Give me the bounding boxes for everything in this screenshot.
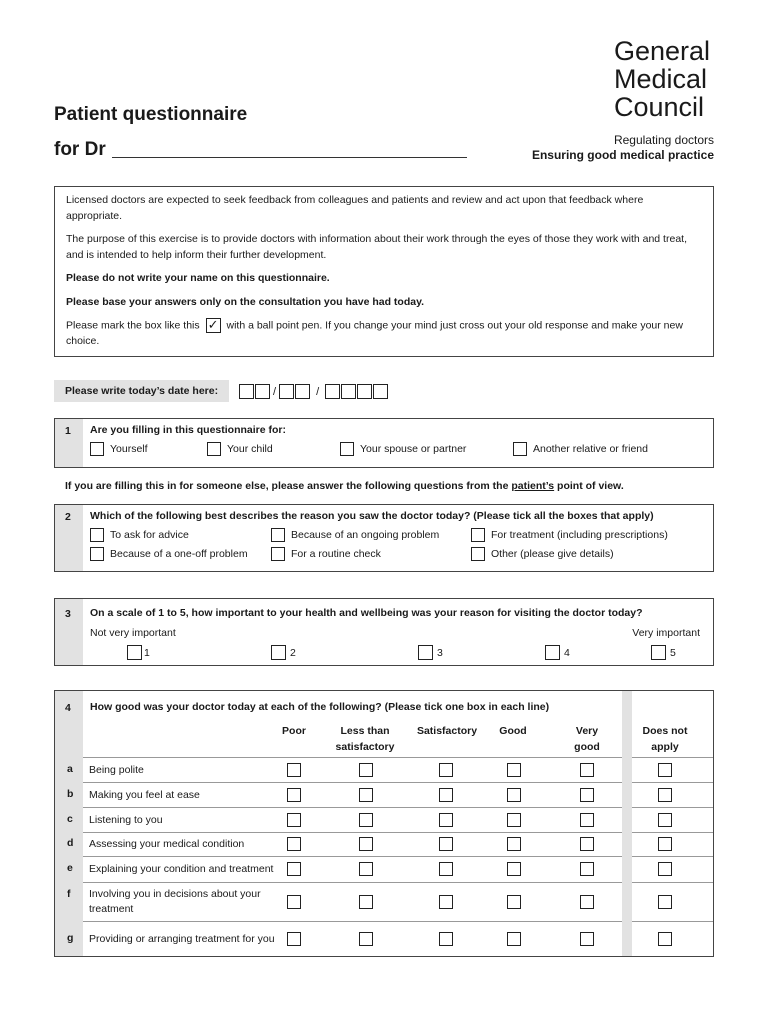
date-year-3[interactable] bbox=[357, 384, 372, 399]
rating-checkbox-5[interactable] bbox=[580, 837, 594, 851]
rating-checkbox-5[interactable] bbox=[580, 788, 594, 802]
rating-checkbox-4[interactable] bbox=[507, 862, 521, 876]
rating-checkbox-6[interactable] bbox=[658, 895, 672, 909]
row-divider bbox=[632, 882, 713, 883]
column-header-does-not-apply: Does not apply bbox=[642, 725, 688, 753]
intro-paragraph-1: Licensed doctors are expected to seek feedback from colleagues and patients and review and act upon that feedback where appropriate. bbox=[66, 194, 644, 222]
logo-line-3: Council bbox=[614, 92, 705, 122]
intro-paragraph-5 bbox=[66, 318, 702, 349]
checkbox[interactable] bbox=[340, 442, 354, 456]
question-4 bbox=[54, 690, 714, 957]
note-text: If you are filling this in for someone else, please answer the following questions from the bbox=[65, 480, 512, 492]
option-spouse[interactable] bbox=[340, 442, 466, 456]
logo-line-2: Medical bbox=[614, 64, 708, 94]
rating-checkbox-2[interactable] bbox=[359, 895, 373, 909]
rating-checkbox-4[interactable] bbox=[507, 813, 521, 827]
scale-option-2[interactable] bbox=[271, 645, 296, 660]
row-letter: b bbox=[67, 787, 74, 800]
rating-checkbox-5[interactable] bbox=[580, 932, 594, 946]
question-number: 1 bbox=[65, 425, 71, 437]
date-day-1[interactable] bbox=[239, 384, 254, 399]
question-text: Are you filling in this questionnaire for: bbox=[90, 424, 287, 436]
checkbox[interactable] bbox=[90, 442, 104, 456]
row-divider bbox=[632, 757, 713, 758]
option-label: For a routine check bbox=[291, 548, 381, 560]
row-divider bbox=[632, 782, 713, 783]
checkbox[interactable] bbox=[418, 645, 433, 660]
question-text: How good was your doctor today at each of the following? (Please tick one box in each line) bbox=[90, 701, 550, 713]
rating-checkbox-5[interactable] bbox=[580, 763, 594, 777]
rating-checkbox-4[interactable] bbox=[507, 932, 521, 946]
scale-option-1[interactable] bbox=[127, 645, 150, 660]
date-year-4[interactable] bbox=[373, 384, 388, 399]
row-letter: d bbox=[67, 837, 74, 849]
rating-checkbox-3[interactable] bbox=[439, 837, 453, 851]
date-month-1[interactable] bbox=[279, 384, 294, 399]
rating-checkbox-5[interactable] bbox=[580, 862, 594, 876]
option-label: Yourself bbox=[110, 443, 148, 455]
column-header-very-good: Very good bbox=[574, 725, 600, 753]
rating-checkbox-5[interactable] bbox=[580, 895, 594, 909]
question-3 bbox=[54, 598, 714, 666]
scale-value: 2 bbox=[290, 646, 296, 659]
rating-checkbox-3[interactable] bbox=[439, 788, 453, 802]
option-label: To ask for advice bbox=[110, 529, 189, 541]
intro-box bbox=[54, 186, 714, 357]
row-label: Making you feel at ease bbox=[89, 788, 200, 801]
rating-checkbox-4[interactable] bbox=[507, 837, 521, 851]
scale-value: 4 bbox=[564, 646, 570, 659]
column-header-satisfactory: Satisfactory bbox=[416, 725, 478, 737]
scale-option-3[interactable] bbox=[418, 645, 443, 660]
tagline-2: Ensuring good medical practice bbox=[531, 148, 714, 162]
scale-high-label: Very important bbox=[632, 627, 700, 639]
date-day-2[interactable] bbox=[255, 384, 270, 399]
row-label: Explaining your condition and treatment bbox=[89, 863, 274, 875]
row-divider bbox=[83, 921, 622, 922]
row-label: Providing or arranging treatment for you bbox=[89, 932, 275, 945]
option-label: Another relative or friend bbox=[533, 443, 648, 455]
checkbox[interactable] bbox=[513, 442, 527, 456]
tagline bbox=[532, 133, 714, 163]
row-divider bbox=[632, 832, 713, 833]
column-separator bbox=[622, 691, 632, 956]
row-divider bbox=[632, 856, 713, 857]
row-divider bbox=[83, 782, 622, 783]
note-text-end: point of view. bbox=[554, 480, 624, 492]
rating-checkbox-1[interactable] bbox=[287, 862, 301, 876]
question-number: 2 bbox=[65, 511, 71, 523]
row-letter: a bbox=[67, 762, 73, 775]
rating-checkbox-6[interactable] bbox=[658, 862, 672, 876]
row-letter: e bbox=[67, 862, 73, 874]
row-divider bbox=[632, 807, 713, 808]
rating-checkbox-6[interactable] bbox=[658, 763, 672, 777]
question-2 bbox=[54, 504, 714, 572]
rating-checkbox-3[interactable] bbox=[439, 895, 453, 909]
option-label: Because of an ongoing problem bbox=[291, 529, 440, 541]
logo-line-1: General bbox=[614, 36, 711, 66]
rating-checkbox-1[interactable] bbox=[287, 837, 301, 851]
column-header-poor: Poor bbox=[282, 725, 306, 737]
row-divider bbox=[83, 856, 622, 857]
date-label: Please write today’s date here: bbox=[54, 380, 229, 402]
perspective-note bbox=[65, 480, 624, 492]
row-label: Listening to you bbox=[89, 813, 163, 826]
date-year-1[interactable] bbox=[325, 384, 340, 399]
date-separator-1: / bbox=[273, 385, 277, 398]
scale-value: 5 bbox=[670, 646, 676, 659]
tagline-1: Regulating doctors bbox=[613, 133, 714, 147]
row-divider bbox=[83, 757, 622, 758]
checkbox[interactable] bbox=[127, 645, 142, 660]
row-label: Involving you in decisions about your treatment bbox=[89, 888, 261, 915]
rating-checkbox-6[interactable] bbox=[658, 932, 672, 946]
option-label: Your child bbox=[227, 443, 273, 455]
option-one-off[interactable] bbox=[90, 547, 248, 561]
note-underlined: patient’s bbox=[511, 480, 555, 492]
row-label: Being polite bbox=[89, 763, 144, 776]
intro-paragraph-3: Please do not write your name on this questionnaire. bbox=[66, 272, 330, 284]
row-letter: g bbox=[67, 931, 74, 944]
rating-checkbox-3[interactable] bbox=[439, 763, 453, 777]
option-yourself[interactable] bbox=[90, 442, 148, 456]
option-routine[interactable] bbox=[271, 547, 381, 561]
column-header-good: Good bbox=[499, 725, 527, 737]
checkbox[interactable] bbox=[207, 442, 221, 456]
date-input bbox=[239, 384, 388, 399]
row-letter: c bbox=[67, 812, 73, 825]
rating-checkbox-3[interactable] bbox=[439, 813, 453, 827]
row-divider bbox=[83, 882, 622, 883]
date-year-2[interactable] bbox=[341, 384, 356, 399]
option-other[interactable] bbox=[471, 547, 614, 561]
checkbox[interactable] bbox=[271, 645, 286, 660]
row-divider bbox=[632, 921, 713, 922]
rating-checkbox-4[interactable] bbox=[507, 895, 521, 909]
option-label: For treatment (including prescriptions) bbox=[491, 529, 668, 541]
page-title: Patient questionnaire bbox=[54, 104, 248, 125]
row-label: Assessing your medical condition bbox=[89, 838, 245, 850]
rating-checkbox-2[interactable] bbox=[359, 813, 373, 827]
question-text: On a scale of 1 to 5, how important to your health and wellbeing was your reason for visiting the doctor today? bbox=[90, 607, 643, 619]
rating-checkbox-2[interactable] bbox=[359, 763, 373, 777]
checkbox[interactable] bbox=[90, 547, 104, 561]
example-tick-box bbox=[206, 318, 221, 333]
row-divider bbox=[83, 832, 622, 833]
rating-checkbox-2[interactable] bbox=[359, 862, 373, 876]
checkbox[interactable] bbox=[651, 645, 666, 660]
question-1 bbox=[54, 418, 714, 468]
option-label: Other (please give details) bbox=[491, 548, 614, 560]
checkbox[interactable] bbox=[471, 528, 485, 542]
rating-checkbox-2[interactable] bbox=[359, 788, 373, 802]
scale-low-label: Not very important bbox=[90, 627, 176, 639]
mark-instruction: Please mark the box like this bbox=[66, 319, 200, 332]
date-month-2[interactable] bbox=[295, 384, 310, 399]
option-your-child[interactable] bbox=[207, 442, 273, 456]
option-treatment[interactable] bbox=[471, 528, 668, 542]
option-label: Your spouse or partner bbox=[360, 443, 467, 455]
rating-checkbox-1[interactable] bbox=[287, 788, 301, 802]
gmc-logo bbox=[614, 37, 714, 121]
scale-option-5[interactable] bbox=[651, 645, 676, 660]
column-header-less-than-satisfactory: Less than satisfactory bbox=[335, 725, 395, 753]
option-label: Because of a one-off problem bbox=[110, 548, 248, 560]
checkbox[interactable] bbox=[271, 547, 285, 561]
checkbox[interactable] bbox=[271, 528, 285, 542]
rating-checkbox-6[interactable] bbox=[658, 837, 672, 851]
option-advice[interactable] bbox=[90, 528, 189, 542]
rating-checkbox-2[interactable] bbox=[359, 837, 373, 851]
rating-checkbox-1[interactable] bbox=[287, 813, 301, 827]
question-text: Which of the following best describes the reason you saw the doctor today? (Please tick all the boxes that apply) bbox=[90, 510, 654, 522]
checkbox[interactable] bbox=[545, 645, 560, 660]
row-divider bbox=[83, 807, 622, 808]
scale-option-4[interactable] bbox=[545, 645, 570, 660]
intro-paragraph-2: The purpose of this exercise is to provide doctors with information about their work through the eyes of those they work with and treat, and is intended to help inform their further development. bbox=[66, 233, 687, 261]
rating-checkbox-2[interactable] bbox=[359, 932, 373, 946]
for-dr-label: for Dr bbox=[54, 139, 106, 160]
intro-paragraph-4: Please base your answers only on the consultation you have had today. bbox=[66, 295, 425, 308]
scale-value: 1 bbox=[144, 646, 150, 659]
option-ongoing[interactable] bbox=[271, 528, 439, 542]
rating-checkbox-4[interactable] bbox=[507, 763, 521, 777]
rating-checkbox-3[interactable] bbox=[439, 862, 453, 876]
checkbox[interactable] bbox=[90, 528, 104, 542]
rating-checkbox-1[interactable] bbox=[287, 763, 301, 777]
question-number: 3 bbox=[65, 608, 71, 620]
date-separator-2: / bbox=[316, 385, 320, 398]
tick-icon: ✓ bbox=[207, 317, 219, 332]
scale-value: 3 bbox=[437, 646, 443, 659]
row-letter: f bbox=[67, 888, 71, 900]
question-number: 4 bbox=[65, 702, 71, 714]
rating-checkbox-3[interactable] bbox=[439, 932, 453, 946]
rating-checkbox-1[interactable] bbox=[287, 895, 301, 909]
rating-checkbox-4[interactable] bbox=[507, 788, 521, 802]
rating-checkbox-6[interactable] bbox=[658, 813, 672, 827]
mark-instruction-rest: with a ball point pen. If you change your mind just cross out your old response and make your new choice. bbox=[66, 319, 683, 347]
rating-checkbox-1[interactable] bbox=[287, 932, 301, 946]
checkbox[interactable] bbox=[471, 547, 485, 561]
doctor-name-line[interactable] bbox=[112, 157, 467, 158]
rating-checkbox-6[interactable] bbox=[658, 788, 672, 802]
rating-checkbox-5[interactable] bbox=[580, 813, 594, 827]
option-relative[interactable] bbox=[513, 442, 648, 456]
